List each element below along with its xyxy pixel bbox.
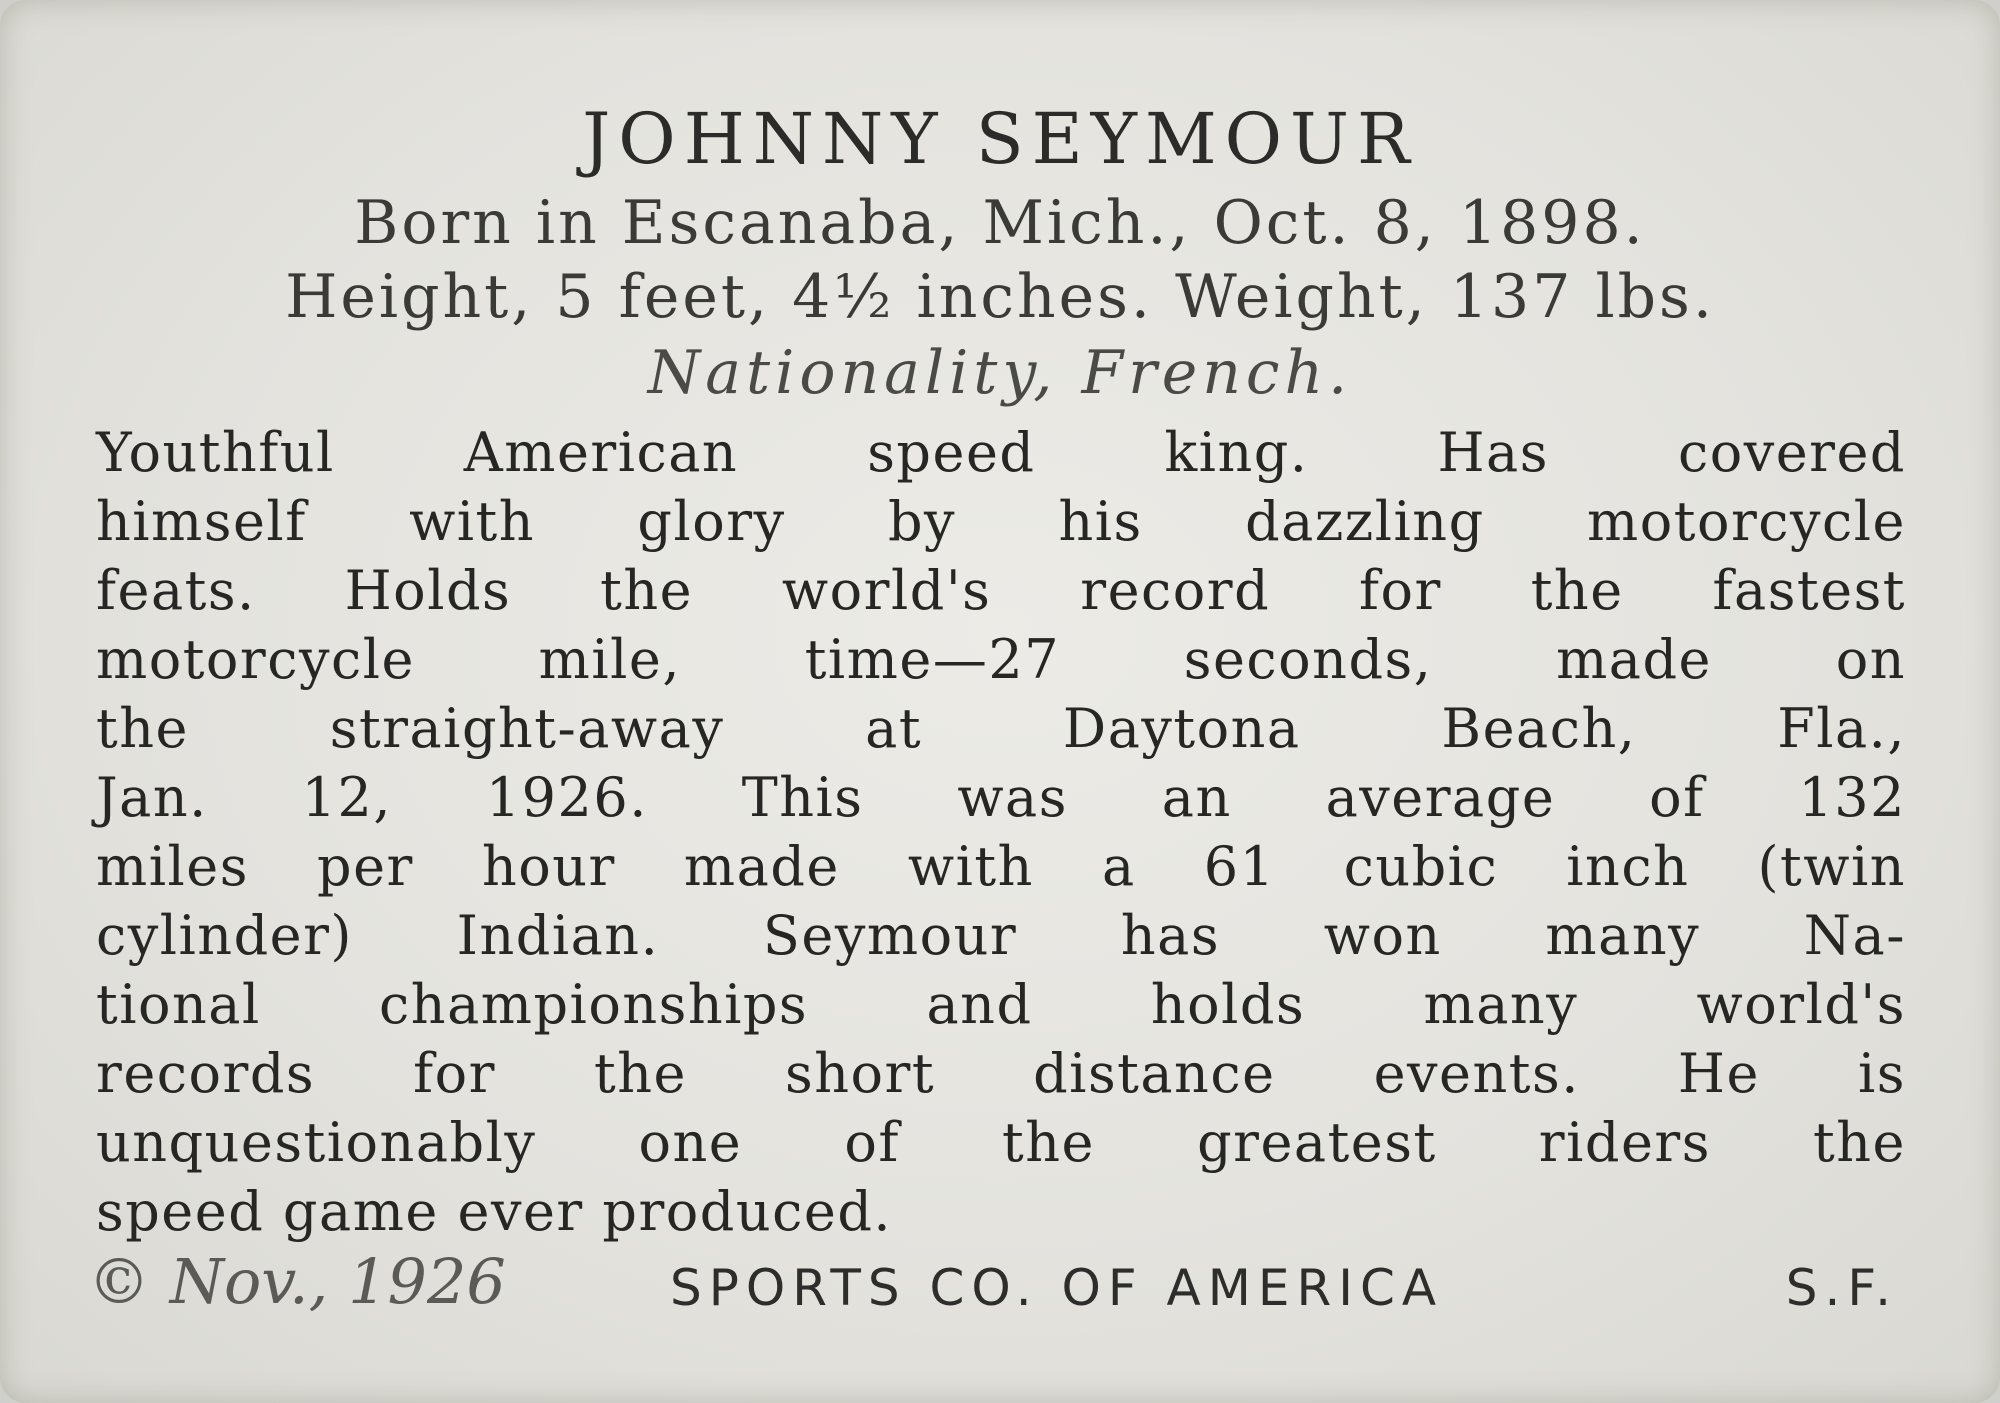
height-weight: Height, 5 feet, 4½ inches. Weight, 137 lbs. [285,262,1715,332]
publisher-city: S.F. [1785,1259,1898,1317]
bio-line: unquestionably one of the greatest riders the [96,1111,1906,1174]
bio-line: cylinder) Indian. Seymour has won many Na- [96,904,1906,967]
biography [96,418,1906,1246]
copyright-notice: © Nov., 1926 [88,1245,506,1318]
birth-info: Born in Escanaba, Mich., Oct. 8, 1898. [354,188,1646,258]
card-footer [88,1245,1908,1335]
bio-line: the straight-away at Daytona Beach, Fla., [96,697,1906,760]
player-name: JOHNNY SEYMOUR [582,98,1418,180]
nationality: Nationality, French. [647,338,1353,408]
bio-line: miles per hour made with a 61 cubic inch (twin [96,835,1906,898]
bio-line: Youthful American speed king. Has covered [96,421,1906,484]
bio-line: feats. Holds the world's record for the fastest [96,559,1906,622]
publisher-name: SPORTS CO. OF AMERICA [670,1259,1444,1317]
bio-line: records for the short distance events. He is [96,1042,1906,1105]
bio-line: speed game ever produced. [96,1180,893,1243]
bio-line: tional championships and holds many world's [96,973,1906,1036]
bio-line: himself with glory by his dazzling motorcycle [96,490,1906,553]
bio-line: Jan. 12, 1926. This was an average of 132 [96,766,1906,829]
bio-line: motorcycle mile, time—27 seconds, made on [96,628,1906,691]
